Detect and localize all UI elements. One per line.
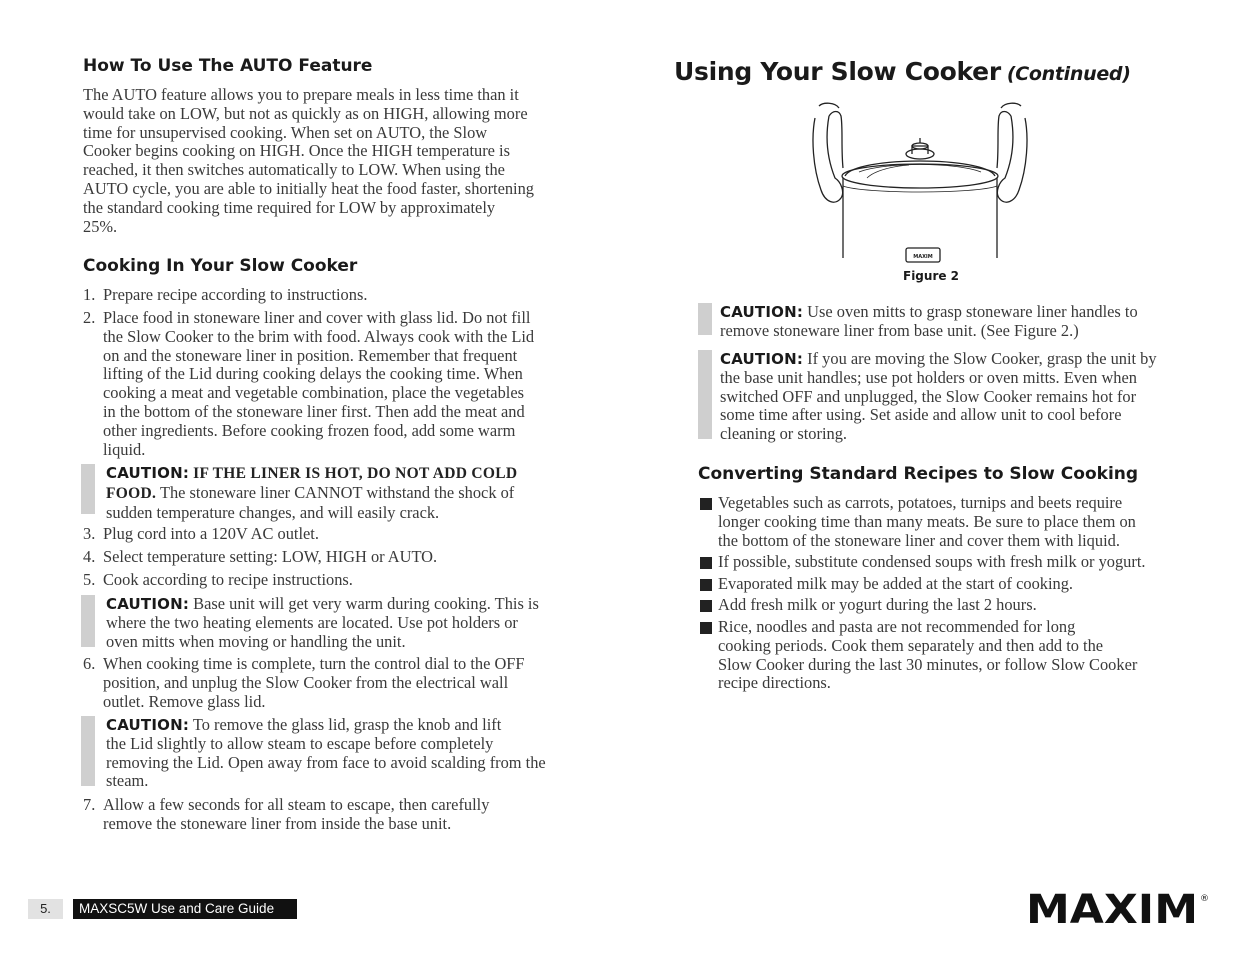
caution-bar [698, 303, 712, 335]
caution-bar [698, 350, 712, 439]
cooker-brand-label: MAXIM [913, 254, 933, 260]
guide-label: MAXSC5W Use and Care Guide [73, 899, 297, 919]
bullet-square-icon [700, 498, 712, 510]
bullet-square-icon [700, 557, 712, 569]
bullet-square-icon [700, 622, 712, 634]
caution-bar [81, 464, 95, 514]
maxim-logo [1026, 890, 1211, 928]
converting-heading: Converting Standard Recipes to Slow Cooking [698, 464, 1139, 484]
logo-text: MAXIM [1026, 890, 1198, 928]
bullet-square-icon [700, 600, 712, 612]
cooking-heading: Cooking In Your Slow Cooker [83, 256, 358, 276]
caution-bar [81, 716, 95, 786]
page-number: 5. [28, 899, 63, 919]
figure-caption: Figure 2 [903, 269, 960, 283]
page-title: Using Your Slow Cooker (Continued) [674, 57, 1131, 86]
caution-bar [81, 595, 95, 647]
auto-feature-heading: How To Use The AUTO Feature [83, 56, 373, 76]
slow-cooker-illustration [805, 98, 1035, 268]
bullet-square-icon [700, 579, 712, 591]
auto-feature-paragraph: The AUTO feature allows you to prepare meals in less time than it would take on LOW, but not as quickly as on HIGH, allowing more time for unsupervised cooking. When set on AUTO, the Slow Cooker begins cooking on HIGH. Once the HIGH temperature is reached, it then switches automatically to LOW. When using the AUTO cycle, you are able to initially heat the food faster, shortening the standard cooking time required for LOW by approximately 25%. [83, 85, 535, 236]
registered-mark: ® [1200, 894, 1209, 904]
